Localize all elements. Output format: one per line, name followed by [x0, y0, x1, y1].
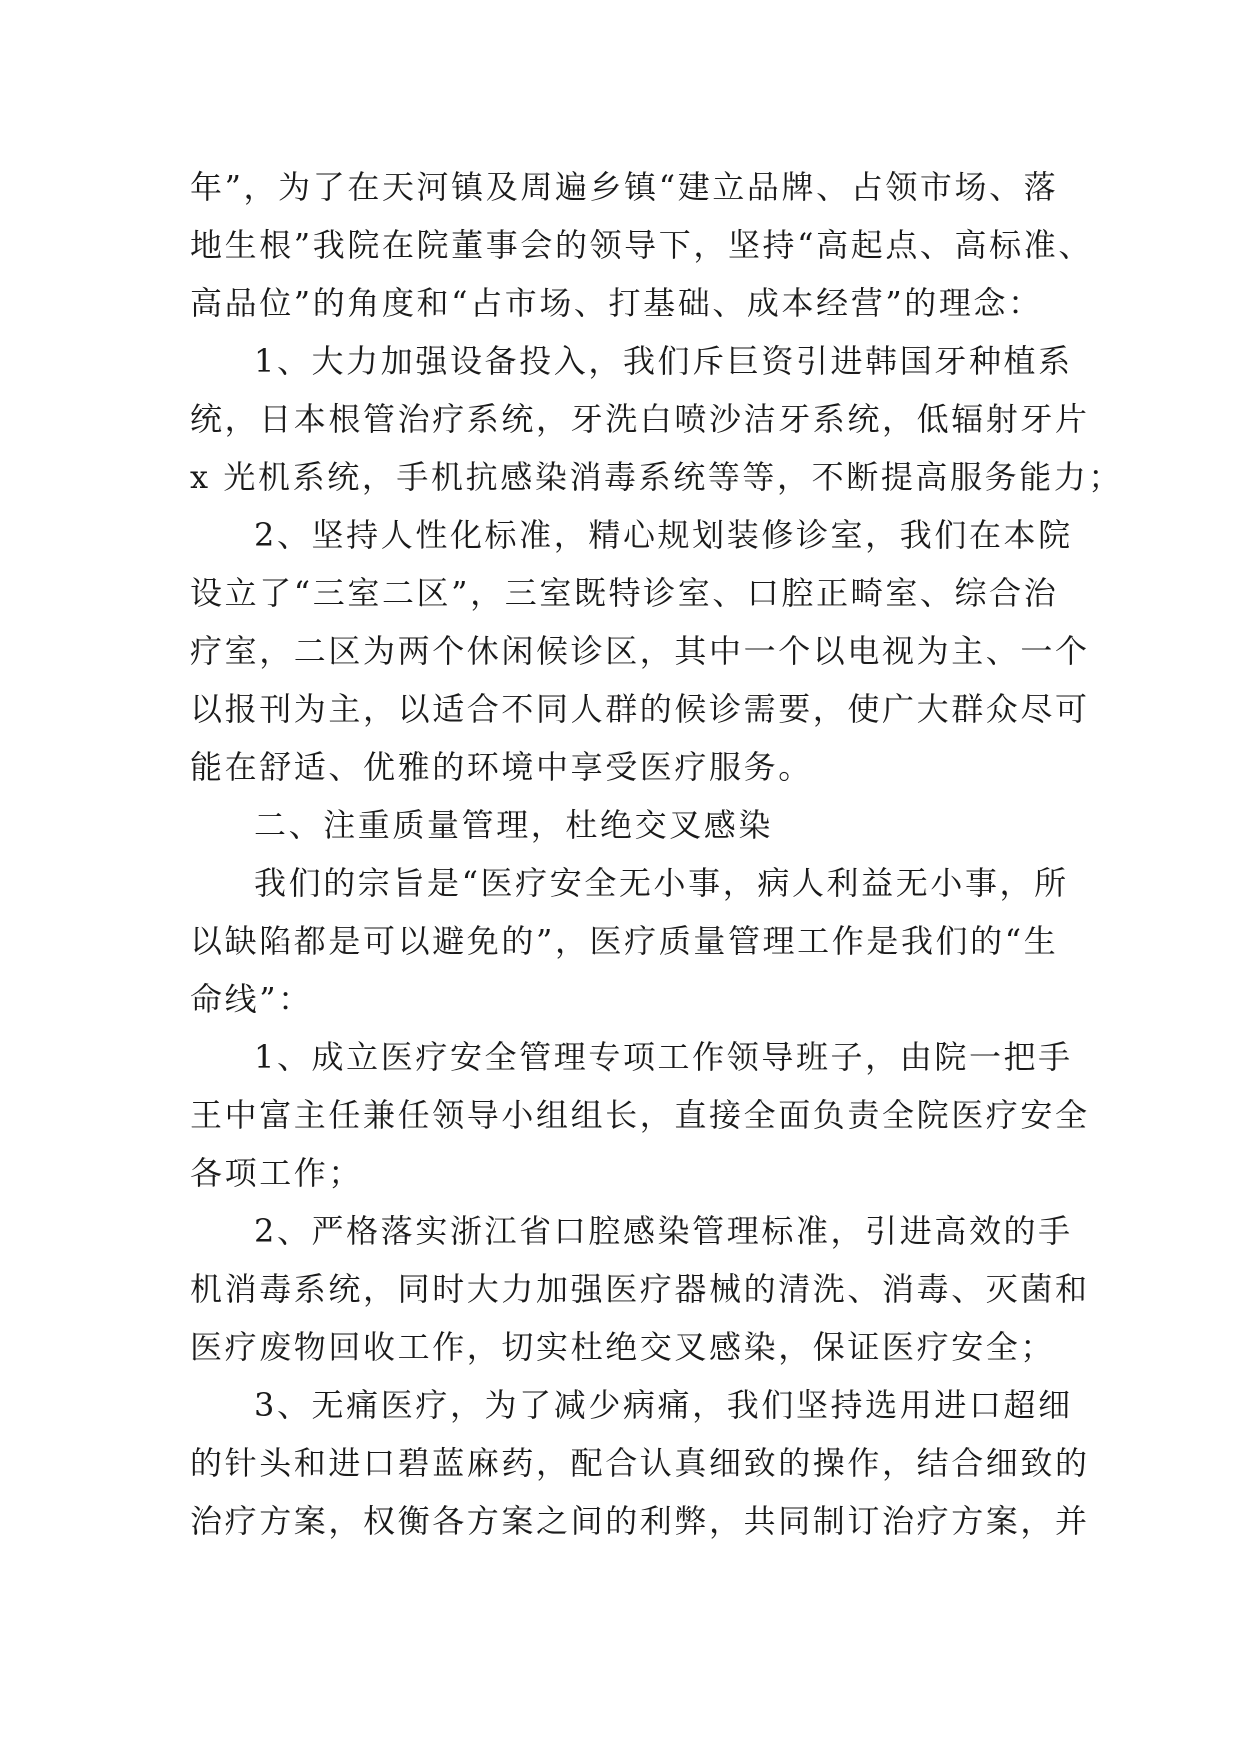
text-line: 以缺陷都是可以避免的”，医疗质量管理工作是我们的“生	[190, 922, 1059, 960]
list-item-painless: 3、无痛医疗，为了减少病痛，我们坚持选用进口超细	[254, 1386, 1073, 1424]
text-line: 年”，为了在天河镇及周遍乡镇“建立品牌、占领市场、落	[190, 168, 1059, 206]
text-line: 疗室，二区为两个休闲候诊区，其中一个以电视为主、一个	[190, 632, 1090, 670]
text-line: 医疗废物回收工作，切实杜绝交叉感染，保证医疗安全；	[190, 1328, 1056, 1366]
text-line: 高品位”的角度和“占市场、打基础、成本经营”的理念：	[190, 284, 1043, 322]
text-line: 统，日本根管治疗系统，牙洗白喷沙洁牙系统，低辐射牙片	[190, 400, 1090, 438]
text-line: 机消毒系统，同时大力加强医疗器械的清洗、消毒、灭菌和	[190, 1270, 1090, 1308]
paragraph-start: 我们的宗旨是“医疗安全无小事，病人利益无小事，所	[254, 864, 1069, 902]
list-item-humanized: 2、坚持人性化标准，精心规划装修诊室，我们在本院	[254, 516, 1073, 554]
text-line: 能在舒适、优雅的环境中享受医疗服务。	[190, 748, 813, 786]
list-item-infection-control: 2、严格落实浙江省口腔感染管理标准，引进高效的手	[254, 1212, 1073, 1250]
text-line: 命线”：	[190, 980, 313, 1018]
text-line: x 光机系统，手机抗感染消毒系统等等，不断提高服务能力；	[190, 458, 1124, 496]
text-line: 地生根”我院在院董事会的领导下，坚持“高起点、高标准、	[190, 226, 1093, 264]
list-item-equipment: 1、大力加强设备投入，我们斥巨资引进韩国牙种植系	[254, 342, 1073, 380]
text-line: 王中富主任兼任领导小组组长，直接全面负责全院医疗安全	[190, 1096, 1090, 1134]
text-line: 以报刊为主，以适合不同人群的候诊需要，使广大群众尽可	[190, 690, 1090, 728]
text-line: 设立了“三室二区”，三室既特诊室、口腔正畸室、综合治	[190, 574, 1059, 612]
list-item-safety-team: 1、成立医疗安全管理专项工作领导班子，由院一把手	[254, 1038, 1073, 1076]
text-line: 的针头和进口碧蓝麻药，配合认真细致的操作，结合细致的	[190, 1444, 1090, 1482]
text-line: 各项工作；	[190, 1154, 364, 1192]
document-page	[190, 158, 1124, 1550]
section-heading: 二、注重质量管理，杜绝交叉感染	[254, 806, 774, 844]
text-line: 治疗方案，权衡各方案之间的利弊，共同制订治疗方案，并	[190, 1502, 1090, 1540]
